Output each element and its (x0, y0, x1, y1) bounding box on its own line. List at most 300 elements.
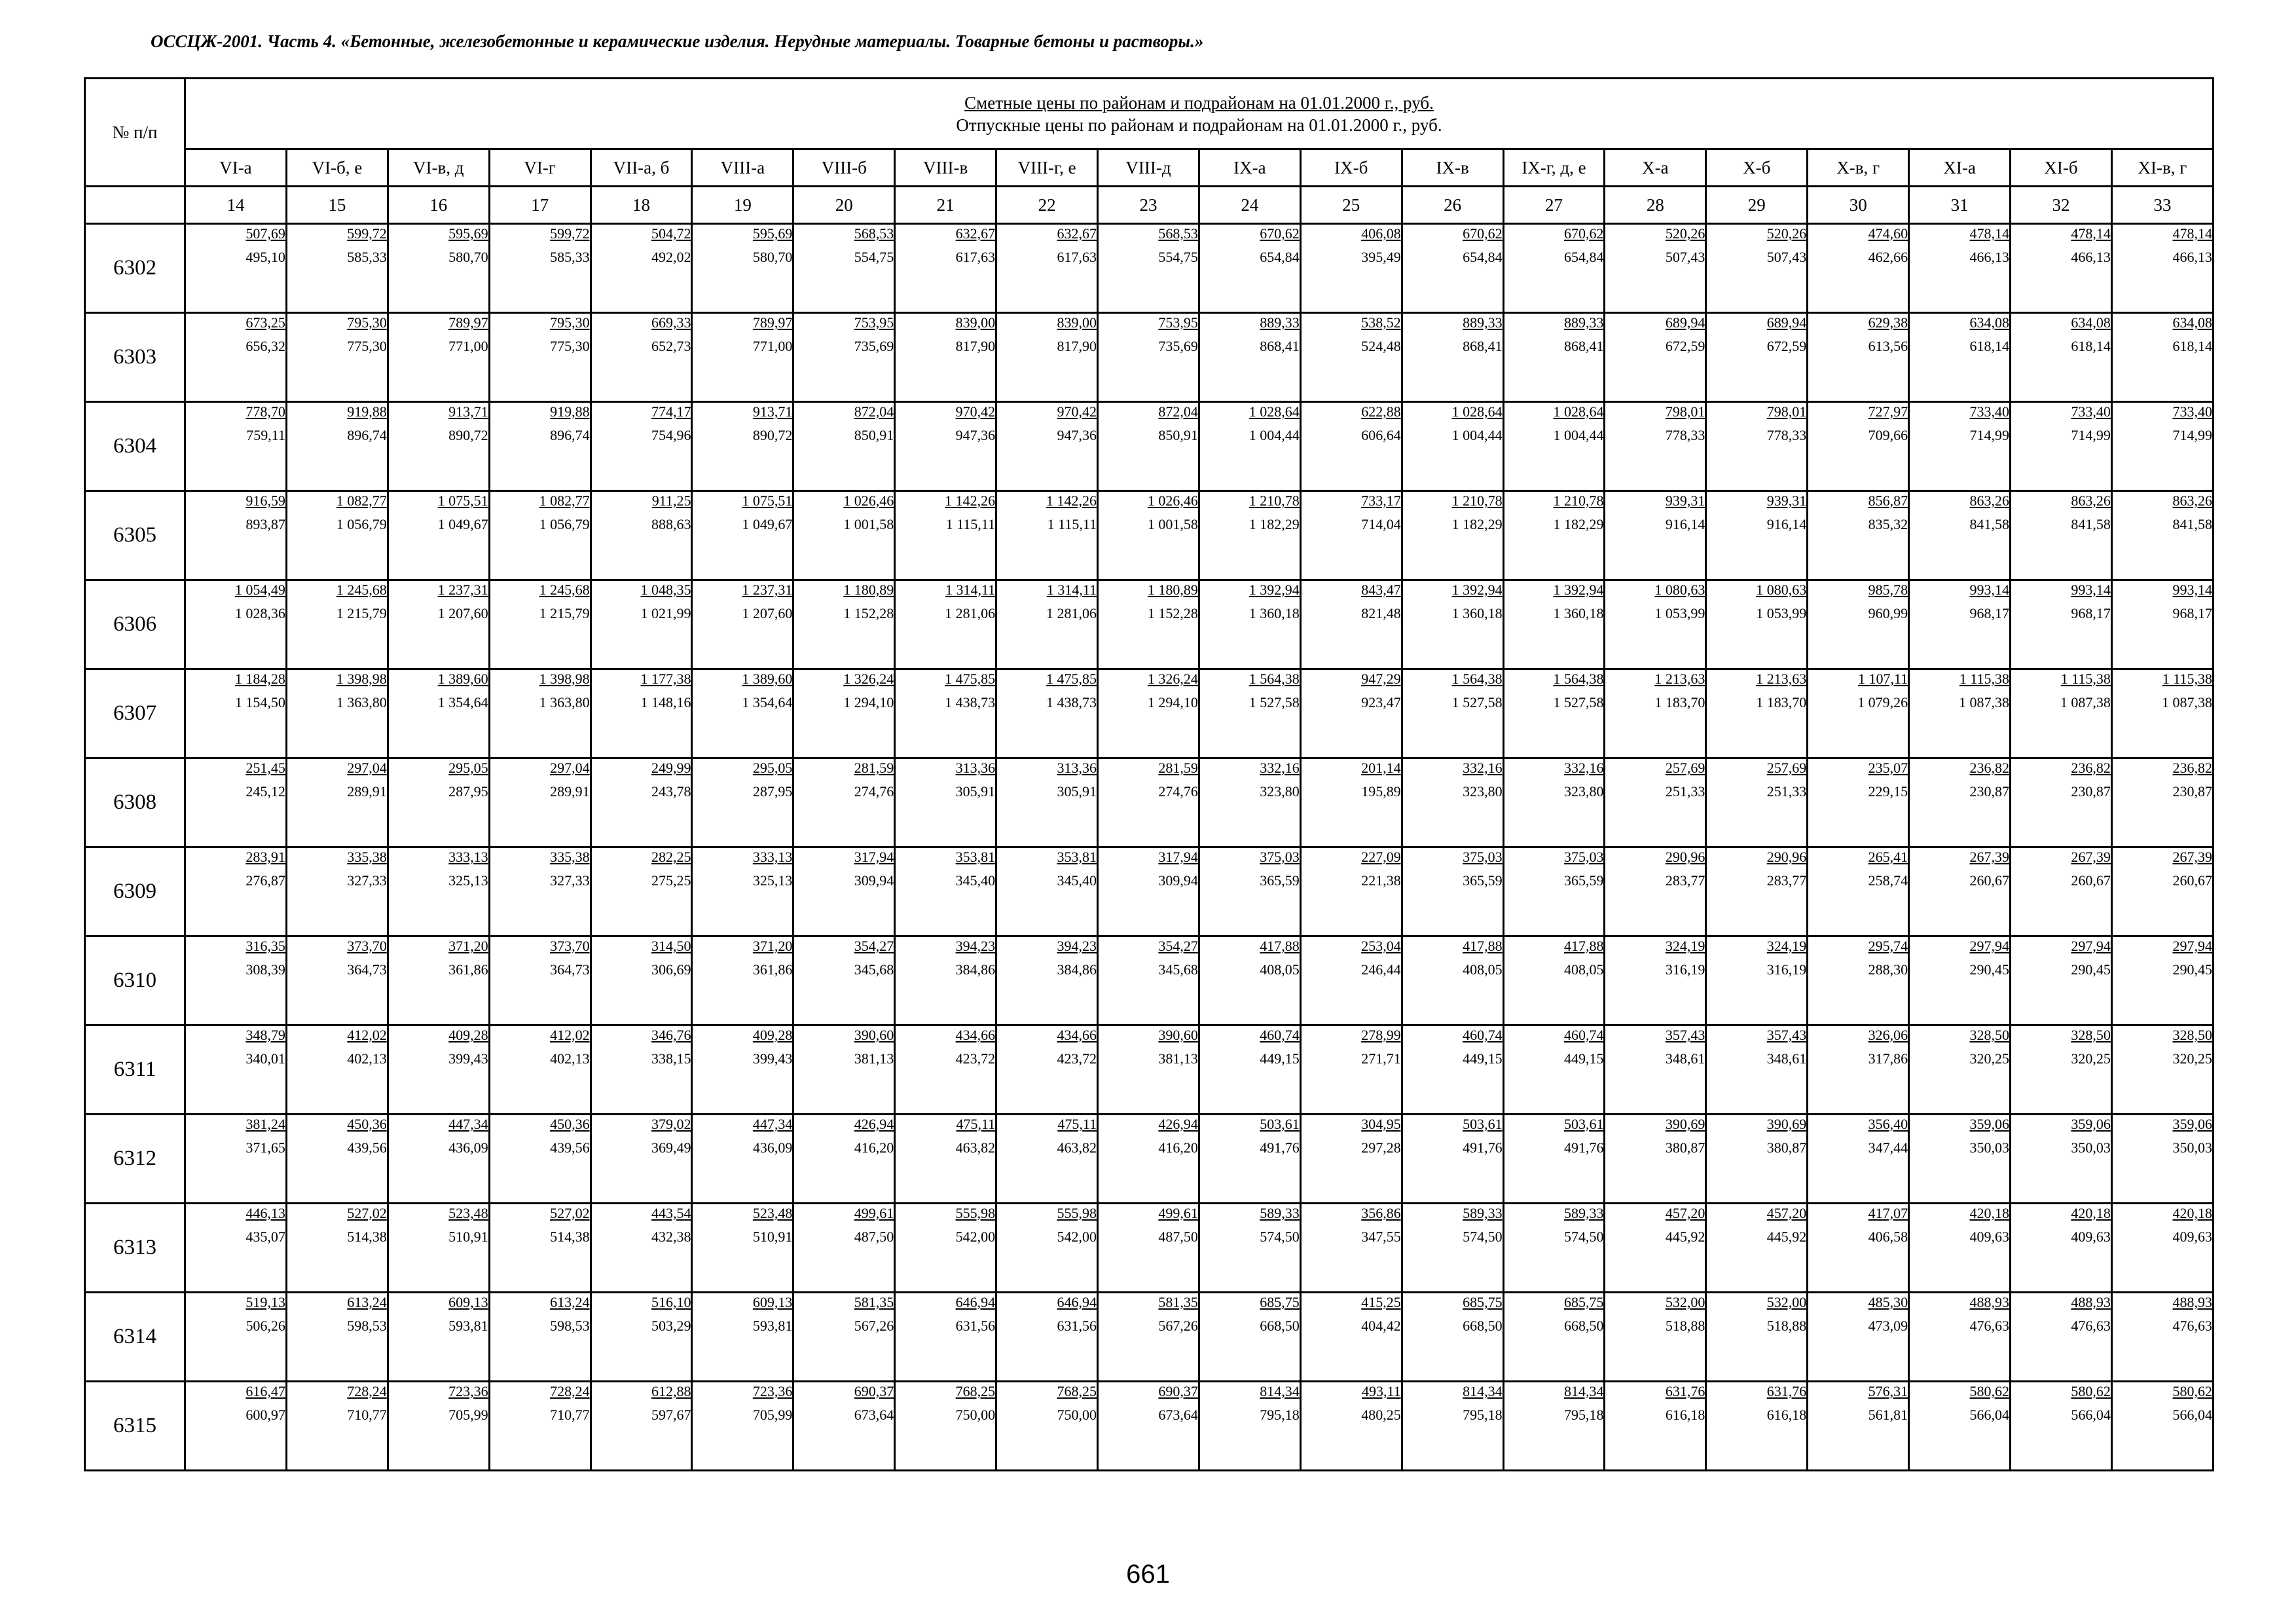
estimate-price: 332,16 (1563, 760, 1604, 776)
price-cell (895, 1382, 996, 1471)
estimate-price: 609,13 (448, 1294, 488, 1310)
price-cell (1402, 936, 1503, 1025)
price-cell (1706, 1204, 1808, 1293)
table-row (85, 402, 2214, 491)
release-price: 381,13 (1158, 1050, 1198, 1067)
release-price: 230,87 (2071, 783, 2111, 800)
release-price: 714,99 (2172, 427, 2212, 443)
caption-release: Отпускные цены по районам и подрайонам на 01.01.2000 г., руб. (956, 115, 1442, 135)
release-price: 416,20 (1158, 1139, 1198, 1156)
price-cell (1098, 758, 1199, 847)
price-cell (1909, 1293, 2011, 1382)
release-price: 408,05 (1563, 961, 1604, 978)
estimate-price: 916,59 (246, 492, 285, 509)
release-price: 841,58 (2172, 516, 2212, 532)
estimate-price: 1 026,46 (1147, 492, 1198, 509)
region-header: VIII-в (895, 149, 996, 187)
release-price: 402,13 (347, 1050, 387, 1067)
release-price: 775,30 (550, 338, 590, 354)
region-header: IX-в (1402, 149, 1503, 187)
release-price: 1 527,58 (1248, 694, 1300, 710)
estimate-price: 333,13 (448, 849, 488, 865)
release-price: 347,44 (1868, 1139, 1908, 1156)
price-cell (692, 1293, 793, 1382)
estimate-price: 333,13 (752, 849, 793, 865)
table-row (85, 580, 2214, 669)
estimate-price: 555,98 (955, 1205, 996, 1221)
price-cell (1909, 491, 2011, 580)
estimate-price: 814,34 (1563, 1383, 1604, 1399)
price-cell (489, 1293, 591, 1382)
release-price: 409,63 (2071, 1228, 2111, 1245)
estimate-price: 1 564,38 (1553, 671, 1604, 687)
release-price: 1 438,73 (1046, 694, 1097, 710)
table-row (85, 313, 2214, 402)
release-price: 585,33 (550, 249, 590, 265)
release-price: 495,10 (246, 249, 285, 265)
estimate-price: 863,26 (1969, 492, 2010, 509)
estimate-price: 1 177,38 (640, 671, 691, 687)
estimate-price: 753,95 (854, 314, 894, 331)
release-price: 896,74 (550, 427, 590, 443)
price-cell (1098, 491, 1199, 580)
estimate-price: 1 564,38 (1451, 671, 1503, 687)
estimate-price: 970,42 (955, 403, 996, 420)
estimate-price: 297,94 (2071, 938, 2111, 954)
estimate-price: 420,18 (2071, 1205, 2111, 1221)
price-cell (996, 1204, 1098, 1293)
price-cell (1199, 936, 1300, 1025)
estimate-price: 1 389,60 (437, 671, 488, 687)
release-price: 616,18 (1665, 1407, 1705, 1423)
caption-estimate: Сметные цены по районам и подрайонам на 01.01.2000 г., руб. (964, 92, 1434, 113)
release-price: 542,00 (955, 1228, 996, 1245)
estimate-price: 613,24 (347, 1294, 387, 1310)
table-row (85, 847, 2214, 936)
estimate-price: 939,31 (1665, 492, 1705, 509)
price-cell (591, 1293, 692, 1382)
price-cell (692, 1115, 793, 1204)
region-header: VIII-д (1098, 149, 1199, 187)
release-price: 507,43 (1665, 249, 1705, 265)
price-cell (185, 1293, 287, 1382)
release-price: 316,19 (1766, 961, 1807, 978)
release-price: 1 354,64 (742, 694, 793, 710)
price-cell (793, 1204, 895, 1293)
price-cell (996, 936, 1098, 1025)
estimate-price: 1 314,11 (1046, 581, 1097, 598)
release-price: 320,25 (1969, 1050, 2010, 1067)
release-price: 566,04 (1969, 1407, 2010, 1423)
release-price: 1 182,29 (1451, 516, 1503, 532)
price-cell (2111, 1115, 2213, 1204)
estimate-price: 913,71 (752, 403, 793, 420)
release-price: 1 087,38 (1959, 694, 2010, 710)
release-price: 600,97 (246, 1407, 285, 1423)
estimate-price: 1 475,85 (1046, 671, 1097, 687)
release-price: 673,64 (854, 1407, 894, 1423)
release-price: 561,81 (1868, 1407, 1908, 1423)
release-price: 289,91 (550, 783, 590, 800)
release-price: 714,04 (1361, 516, 1401, 532)
estimate-price: 371,20 (448, 938, 488, 954)
price-cell (286, 224, 388, 313)
release-price: 195,89 (1361, 783, 1401, 800)
estimate-price: 685,75 (1563, 1294, 1604, 1310)
estimate-price: 733,40 (1969, 403, 2010, 420)
price-cell (286, 847, 388, 936)
estimate-price: 409,28 (448, 1027, 488, 1043)
release-price: 491,76 (1463, 1139, 1503, 1156)
price-cell (996, 1293, 1098, 1382)
estimate-price: 612,88 (651, 1383, 691, 1399)
price-cell (1808, 758, 1909, 847)
estimate-price: 789,97 (448, 314, 488, 331)
estimate-price: 278,99 (1361, 1027, 1401, 1043)
price-cell (895, 1293, 996, 1382)
release-price: 384,86 (955, 961, 996, 978)
price-cell (185, 313, 287, 402)
estimate-price: 576,31 (1868, 1383, 1908, 1399)
release-price: 365,59 (1463, 872, 1503, 889)
release-price: 1 152,28 (843, 605, 894, 621)
price-cell (692, 1025, 793, 1115)
release-price: 364,73 (347, 961, 387, 978)
price-cell (895, 936, 996, 1025)
price-cell (692, 491, 793, 580)
release-price: 868,41 (1260, 338, 1300, 354)
price-cell (185, 1025, 287, 1115)
estimate-price: 457,20 (1665, 1205, 1705, 1221)
price-cell (1098, 1293, 1199, 1382)
estimate-price: 839,00 (1057, 314, 1097, 331)
table-row (85, 1293, 2214, 1382)
price-cell (185, 491, 287, 580)
release-price: 631,56 (955, 1318, 996, 1334)
release-price: 1 183,70 (1654, 694, 1705, 710)
price-cell (489, 936, 591, 1025)
price-cell (2011, 1382, 2112, 1471)
estimate-price: 373,70 (347, 938, 387, 954)
price-cell (1300, 758, 1402, 847)
estimate-price: 420,18 (1969, 1205, 2010, 1221)
region-header: IX-а (1199, 149, 1300, 187)
estimate-price: 631,76 (1766, 1383, 1807, 1399)
estimate-price: 646,94 (955, 1294, 996, 1310)
price-cell (1808, 313, 1909, 402)
release-price: 518,88 (1766, 1318, 1807, 1334)
estimate-price: 889,33 (1260, 314, 1300, 331)
estimate-price: 503,61 (1260, 1116, 1300, 1132)
estimate-price: 359,06 (2172, 1116, 2212, 1132)
estimate-price: 1 392,94 (1248, 581, 1300, 598)
release-price: 290,45 (1969, 961, 2010, 978)
release-price: 449,15 (1563, 1050, 1604, 1067)
row-code: 6310 (85, 936, 185, 1025)
price-cell (1199, 669, 1300, 758)
release-price: 1 363,80 (336, 694, 387, 710)
release-price: 404,42 (1361, 1318, 1401, 1334)
release-price: 1 028,36 (234, 605, 285, 621)
release-price: 221,38 (1361, 872, 1401, 889)
estimate-price: 394,23 (1057, 938, 1097, 954)
column-number: 17 (489, 187, 591, 224)
region-header: IX-г, д, е (1503, 149, 1605, 187)
estimate-price: 1 314,11 (945, 581, 996, 598)
price-cell (1503, 1115, 1605, 1204)
release-price: 435,07 (246, 1228, 285, 1245)
release-price: 463,82 (955, 1139, 996, 1156)
estimate-price: 798,01 (1665, 403, 1705, 420)
price-cell (2111, 1204, 2213, 1293)
estimate-price: 503,61 (1563, 1116, 1604, 1132)
release-price: 348,61 (1766, 1050, 1807, 1067)
column-number: 21 (895, 187, 996, 224)
estimate-price: 446,13 (246, 1205, 285, 1221)
release-price: 323,80 (1260, 783, 1300, 800)
estimate-price: 478,14 (2172, 225, 2212, 242)
release-price: 567,26 (854, 1318, 894, 1334)
release-price: 890,72 (448, 427, 488, 443)
price-cell (591, 1025, 692, 1115)
price-cell (1402, 1204, 1503, 1293)
release-price: 308,39 (246, 961, 285, 978)
release-price: 896,74 (347, 427, 387, 443)
price-cell (895, 847, 996, 936)
price-cell (489, 758, 591, 847)
price-cell (1402, 1382, 1503, 1471)
release-price: 1 001,58 (1147, 516, 1198, 532)
price-cell (2011, 491, 2112, 580)
release-price: 305,91 (955, 783, 996, 800)
price-cell (793, 224, 895, 313)
release-price: 850,91 (1158, 427, 1198, 443)
price-cell (489, 669, 591, 758)
release-price: 439,56 (550, 1139, 590, 1156)
estimate-price: 634,08 (2172, 314, 2212, 331)
price-cell (895, 1115, 996, 1204)
release-price: 654,84 (1260, 249, 1300, 265)
price-cell (286, 491, 388, 580)
estimate-price: 235,07 (1868, 760, 1908, 776)
price-cell (1503, 758, 1605, 847)
release-price: 436,09 (448, 1139, 488, 1156)
price-cell (2011, 224, 2112, 313)
estimate-price: 1 107,11 (1857, 671, 1908, 687)
price-cell (185, 847, 287, 936)
estimate-price: 795,30 (347, 314, 387, 331)
price-cell (591, 402, 692, 491)
price-cell (388, 847, 489, 936)
release-price: 709,66 (1868, 427, 1908, 443)
price-cell (388, 1293, 489, 1382)
price-cell (1300, 1293, 1402, 1382)
price-cell (1199, 1025, 1300, 1115)
column-number: 22 (996, 187, 1098, 224)
price-cell (2011, 313, 2112, 402)
price-cell (692, 847, 793, 936)
release-price: 580,70 (448, 249, 488, 265)
release-price: 251,33 (1766, 783, 1807, 800)
row-code: 6302 (85, 224, 185, 313)
estimate-price: 839,00 (955, 314, 996, 331)
price-cell (1503, 1293, 1605, 1382)
column-number: 27 (1503, 187, 1605, 224)
release-price: 566,04 (2172, 1407, 2212, 1423)
release-price: 384,86 (1057, 961, 1097, 978)
price-cell (185, 758, 287, 847)
table-row (85, 758, 2214, 847)
estimate-price: 290,96 (1766, 849, 1807, 865)
price-cell (591, 669, 692, 758)
estimate-price: 1 075,51 (742, 492, 793, 509)
price-cell (1605, 1204, 1706, 1293)
release-price: 817,90 (955, 338, 996, 354)
table-row (85, 1025, 2214, 1115)
estimate-price: 375,03 (1563, 849, 1604, 865)
estimate-price: 507,69 (246, 225, 285, 242)
estimate-price: 814,34 (1260, 1383, 1300, 1399)
price-cell (1300, 1204, 1402, 1293)
release-price: 1 207,60 (742, 605, 793, 621)
release-price: 260,67 (2172, 872, 2212, 889)
release-price: 487,50 (854, 1228, 894, 1245)
price-cell (1808, 580, 1909, 669)
price-cell (895, 1204, 996, 1293)
page-number: 661 (1126, 1560, 1170, 1589)
price-cell (1503, 1025, 1605, 1115)
estimate-price: 947,29 (1361, 671, 1401, 687)
estimate-price: 478,14 (1969, 225, 2010, 242)
estimate-price: 616,47 (246, 1383, 285, 1399)
release-price: 350,03 (2071, 1139, 2111, 1156)
estimate-price: 1 080,63 (1654, 581, 1705, 598)
price-cell (2011, 580, 2112, 669)
estimate-price: 297,04 (347, 760, 387, 776)
price-cell (591, 224, 692, 313)
release-price: 1 004,44 (1553, 427, 1604, 443)
release-price: 432,38 (651, 1228, 691, 1245)
estimate-price: 538,52 (1361, 314, 1401, 331)
release-price: 316,19 (1665, 961, 1705, 978)
column-number: 29 (1706, 187, 1808, 224)
release-price: 1 115,11 (1047, 516, 1097, 532)
release-price: 399,43 (448, 1050, 488, 1067)
region-header: VI-а (185, 149, 287, 187)
column-number-row (85, 187, 2214, 224)
release-price: 1 363,80 (539, 694, 590, 710)
price-cell (1605, 580, 1706, 669)
estimate-price: 589,33 (1260, 1205, 1300, 1221)
estimate-price: 568,53 (1158, 225, 1198, 242)
estimate-price: 249,99 (651, 760, 691, 776)
price-cell (591, 1382, 692, 1471)
price-cell (1706, 936, 1808, 1025)
release-price: 597,67 (651, 1407, 691, 1423)
release-price: 1 154,50 (234, 694, 285, 710)
table-row (85, 224, 2214, 313)
release-price: 306,69 (651, 961, 691, 978)
release-price: 705,99 (752, 1407, 793, 1423)
release-price: 514,38 (550, 1228, 590, 1245)
column-number: 20 (793, 187, 895, 224)
price-cell (1808, 1382, 1909, 1471)
estimate-price: 394,23 (955, 938, 996, 954)
release-price: 1 115,11 (945, 516, 996, 532)
price-cell (1909, 669, 2011, 758)
estimate-price: 359,06 (1969, 1116, 2010, 1132)
price-cell (388, 936, 489, 1025)
estimate-price: 346,76 (651, 1027, 691, 1043)
price-cell (388, 313, 489, 402)
release-price: 510,91 (448, 1228, 488, 1245)
estimate-price: 297,94 (2172, 938, 2212, 954)
release-price: 436,09 (752, 1139, 793, 1156)
release-price: 710,77 (347, 1407, 387, 1423)
price-cell (1300, 313, 1402, 402)
estimate-price: 227,09 (1361, 849, 1401, 865)
estimate-price: 1 389,60 (742, 671, 793, 687)
estimate-price: 283,91 (246, 849, 285, 865)
estimate-price: 622,88 (1361, 403, 1401, 420)
row-code: 6303 (85, 313, 185, 402)
price-cell (2011, 402, 2112, 491)
estimate-price: 443,54 (651, 1205, 691, 1221)
row-code: 6312 (85, 1115, 185, 1204)
estimate-price: 354,27 (854, 938, 894, 954)
price-cell (388, 580, 489, 669)
estimate-price: 282,25 (651, 849, 691, 865)
estimate-price: 390,69 (1766, 1116, 1807, 1132)
estimate-price: 634,08 (2071, 314, 2111, 331)
estimate-price: 297,94 (1969, 938, 2010, 954)
price-cell (996, 224, 1098, 313)
row-code: 6311 (85, 1025, 185, 1115)
estimate-price: 267,39 (2172, 849, 2212, 865)
price-cell (1402, 580, 1503, 669)
estimate-price: 412,02 (347, 1027, 387, 1043)
table-row (85, 936, 2214, 1025)
price-cell (2111, 402, 2213, 491)
estimate-price: 1 180,89 (1147, 581, 1198, 598)
price-cell (1402, 1115, 1503, 1204)
estimate-price: 426,94 (1158, 1116, 1198, 1132)
price-cell (692, 313, 793, 402)
price-cell (1503, 580, 1605, 669)
price-cell (996, 1025, 1098, 1115)
estimate-price: 1 048,35 (640, 581, 691, 598)
release-price: 476,63 (2172, 1318, 2212, 1334)
release-price: 835,32 (1868, 516, 1908, 532)
estimate-price: 523,48 (752, 1205, 793, 1221)
region-header-row (85, 149, 2214, 187)
release-price: 750,00 (1057, 1407, 1097, 1423)
release-price: 338,15 (651, 1050, 691, 1067)
release-price: 654,84 (1463, 249, 1503, 265)
price-cell (1706, 758, 1808, 847)
estimate-price: 504,72 (651, 225, 691, 242)
release-price: 714,99 (1969, 427, 2010, 443)
estimate-price: 335,38 (347, 849, 387, 865)
estimate-price: 685,75 (1260, 1294, 1300, 1310)
price-cell (1503, 402, 1605, 491)
release-price: 361,86 (752, 961, 793, 978)
estimate-price: 595,69 (448, 225, 488, 242)
release-price: 968,17 (2172, 605, 2212, 621)
release-price: 323,80 (1463, 783, 1503, 800)
price-cell (591, 936, 692, 1025)
release-price: 245,12 (246, 783, 285, 800)
